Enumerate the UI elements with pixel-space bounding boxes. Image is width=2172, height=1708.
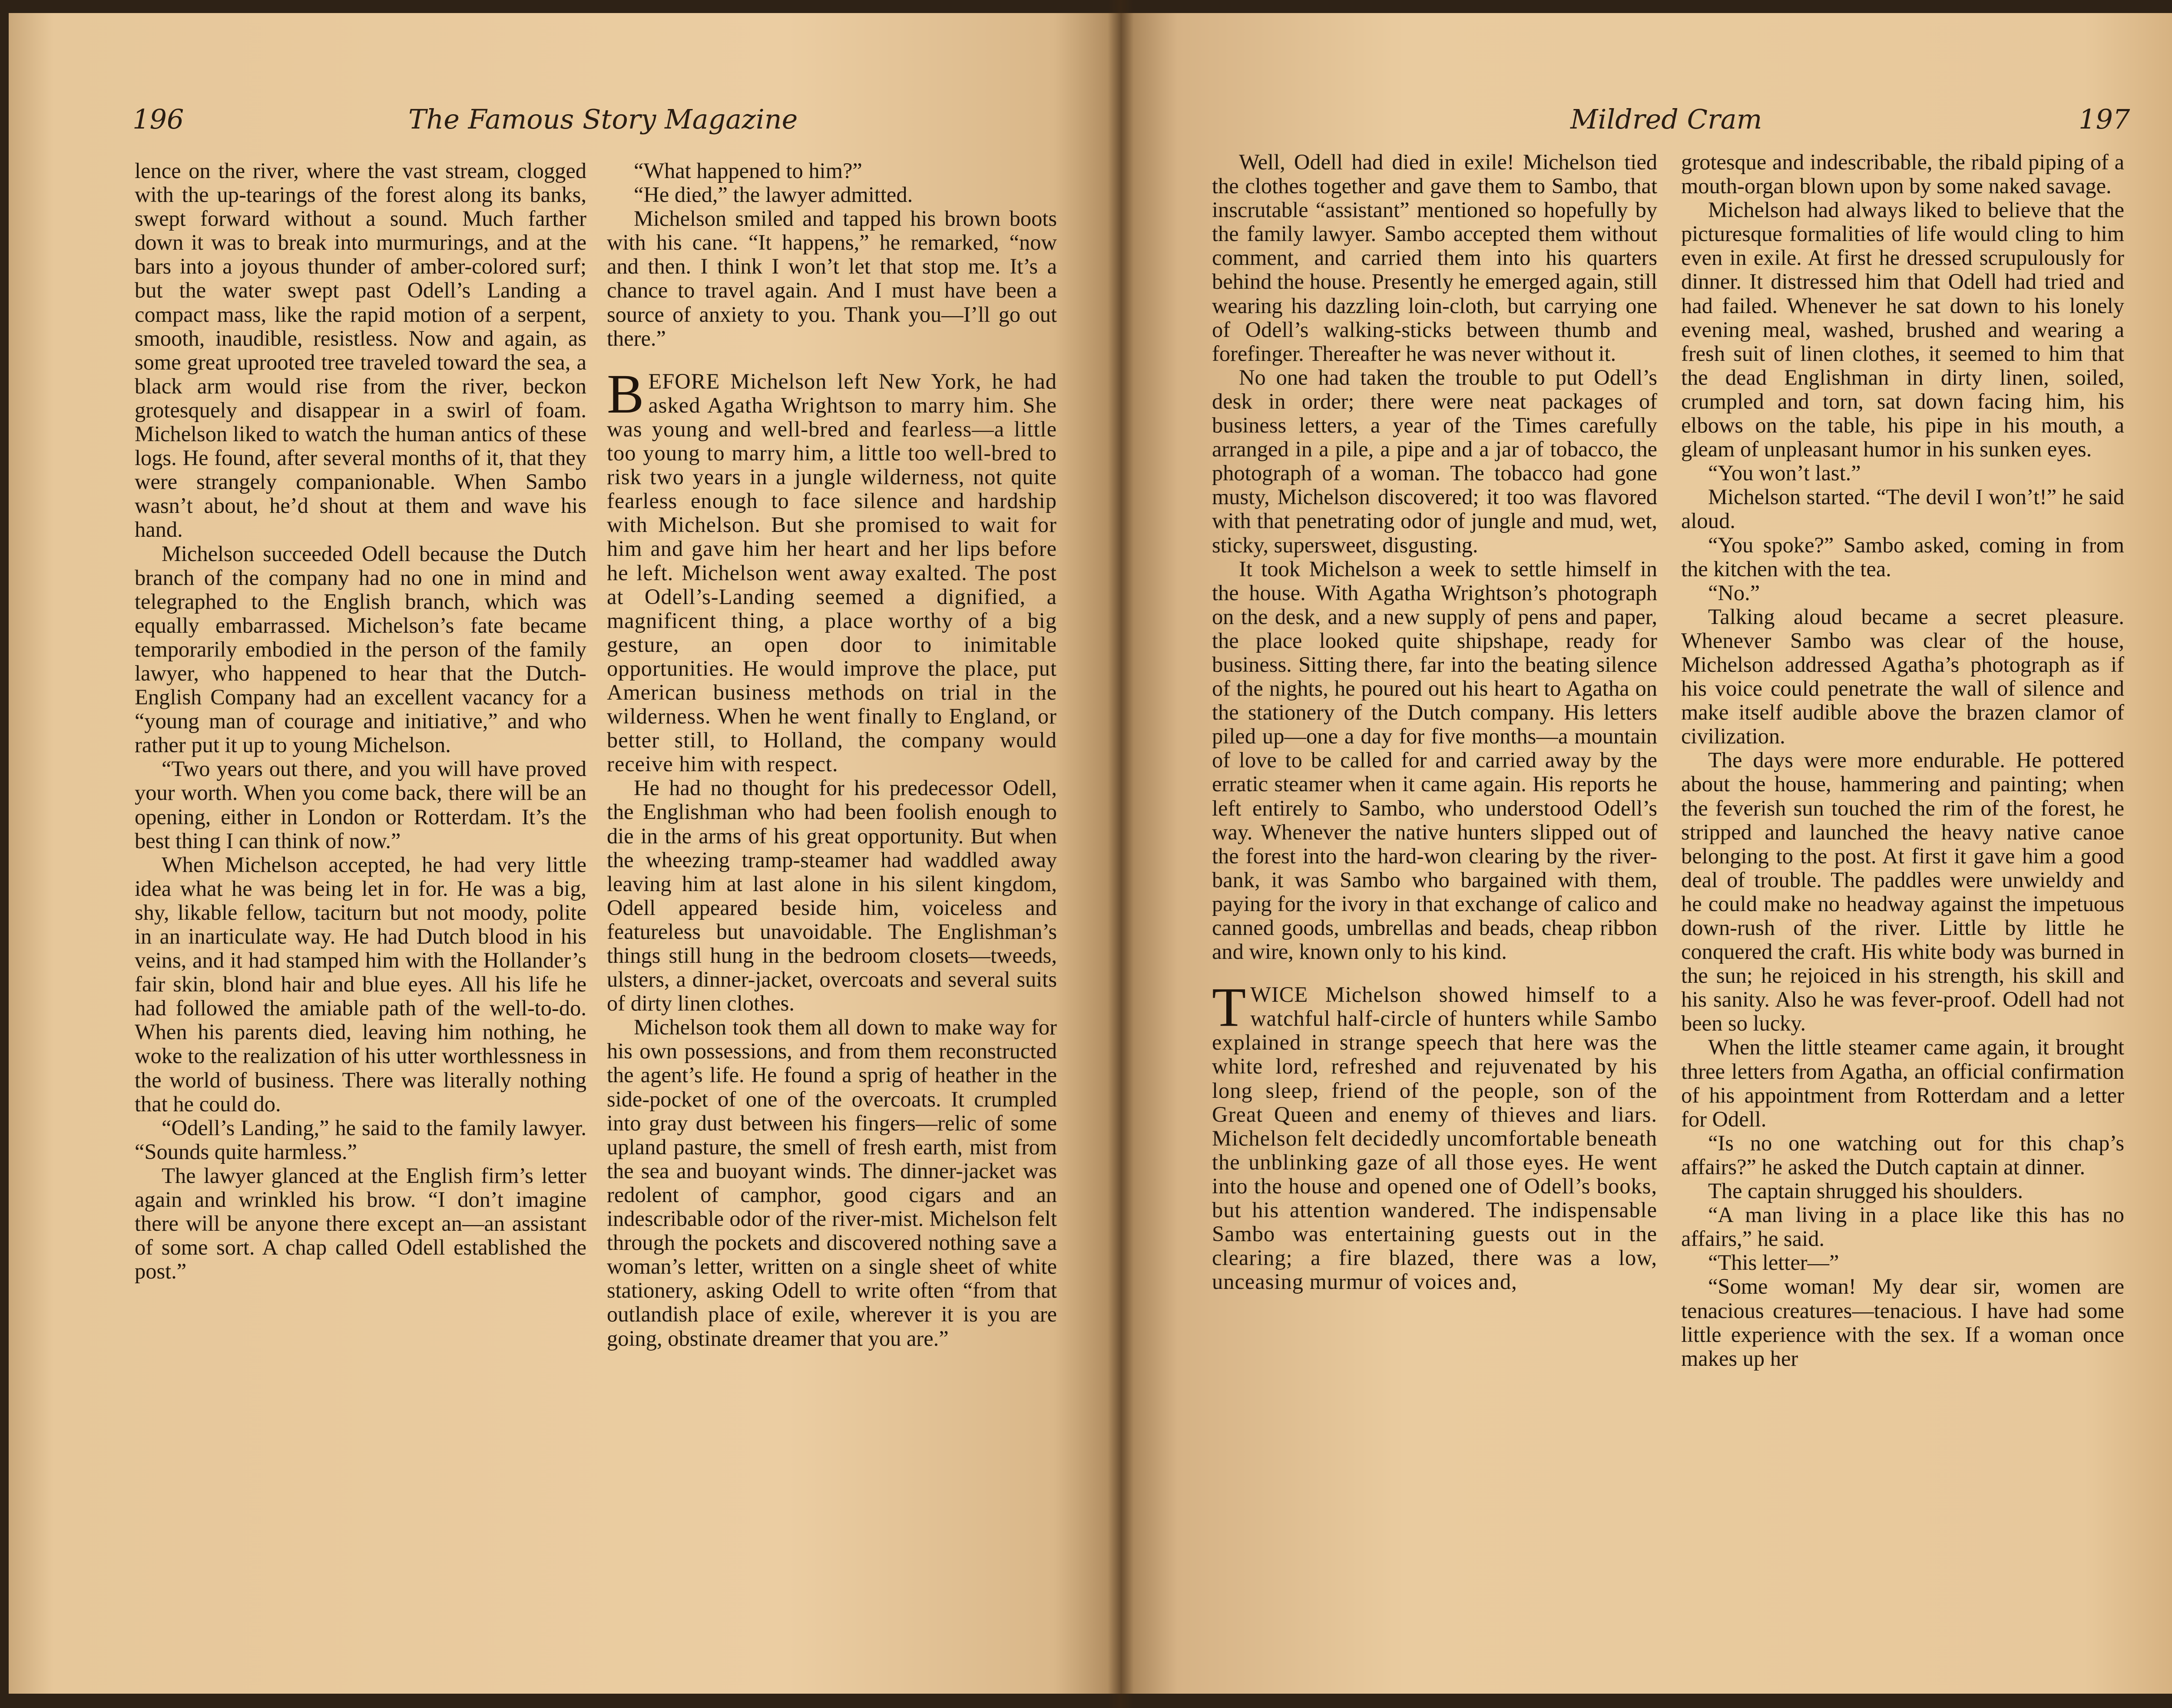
paragraph: Michelson had always liked to believe that the picturesque formalities of life would cling to him even in exile. At first he dressed scrupulously for dinner. It distressed him that Odell had tried and had failed. Whenever he sat down to his lonely evening meal, washed, brushed and wearing a fresh suit of linen clothes, it seemed to him that the dead Englishman in dirty linen, soiled, crumpled and torn, sat down facing him, his elbows on the table, his pipe in his mouth, a gleam of unpleasant humor in his sunken eyes. — [1681, 198, 2124, 462]
section-opening-paragraph — [1212, 976, 1657, 1294]
paragraph: When the little steamer came again, it brought three letters from Agatha, an official confirmation of his appointment from Rotterdam and a letter for Odell. — [1681, 1035, 2124, 1131]
paragraph: “He died,” the lawyer admitted. — [634, 182, 913, 207]
paragraph: He had no thought for his predecessor Odell, the Englishman who had been foolish enough to die in the arms of his great opportunity. But when the wheezing tramp-steamer had waddled away leaving him at last alone in his silent kingdom, Odell appeared beside him, voiceless and featureless but unavoidable. The Englishman’s things still hung in the bedroom closets—tweeds, ulsters, a dinner-jacket, overcoats and several suits of dirty linen clothes. — [607, 776, 1057, 1016]
paragraph: The captain shrugged his shoulders. — [1708, 1179, 2023, 1203]
right-page — [1121, 13, 2172, 1694]
right-column-1-text — [1212, 150, 1657, 964]
left-column-2 — [607, 159, 1057, 1351]
section-opening-paragraph — [607, 363, 1057, 776]
left-page — [9, 13, 1121, 1694]
right-page-header — [1121, 96, 2172, 143]
section-break — [1212, 964, 1657, 983]
paragraph: “Two years out there, and you will have proved your worth. When you come back, there will be an opening, either in London or Rotterdam. It’s the best thing I can think of now.” — [135, 757, 586, 853]
book-gutter — [1108, 0, 1134, 1708]
paragraph: “You won’t last.” — [1708, 461, 1861, 486]
section-opening-text: WICE Michelson showed himself to a watchful half-circle of hunters while Sambo explained in strange speech that here was the white lord, refreshed and rejuvenated by his long sleep, friend of the people, son of the Great Queen and enemy of thieves and liars. Michelson felt decidedly uncomfortable beneath the unblinking gaze of all those eyes. He went into the house and opened one of Odell’s books, but his attention wandered. The indispensable Sambo was entertaining guests out in the clearing; a fire blazed, there was a low, unceasing murmur of voices and, — [1212, 982, 1657, 1294]
page-number-right: 197 — [2079, 103, 2130, 135]
paragraph: Michelson smiled and tapped his brown boots with his cane. “It happens,” he remarked, “now and then. I think I won’t let that stop me. It’s a chance to travel again. And I must have been a source of anxiety to you. Thank you—I’ll go out there.” — [607, 206, 1057, 350]
left-page-header — [9, 96, 1121, 143]
section-break — [607, 350, 1057, 370]
paragraph: “What happened to him?” — [634, 159, 862, 183]
paragraph: Talking aloud became a secret pleasure. Whenever Sambo was clear of the house, Michelson addressed Agatha’s photograph as if his voice could penetrate the wall of silence and make itself audible above the brazen clamor of civilization. — [1681, 604, 2124, 749]
paragraph: “This letter—” — [1708, 1250, 1839, 1275]
page-number-left: 196 — [132, 103, 184, 135]
left-column-1 — [135, 159, 586, 1283]
paragraph: “Some woman! My dear sir, women are tenacious creatures—tenacious. I have had some little experience with the sex. If a woman once makes up her — [1681, 1274, 2124, 1371]
drop-cap-t: T — [1212, 976, 1246, 1038]
paragraph: “Is no one watching out for this chap’s affairs?” he asked the Dutch captain at dinner. — [1681, 1130, 2124, 1179]
left-column-2-dialogue — [607, 159, 1057, 350]
paragraph: No one had taken the trouble to put Odell’s desk in order; there were neat packages of business letters, a year of the Times carefully arranged in a pile, a pipe and a jar of tobacco, the photograph of a woman. The tobacco had gone musty, Michelson discovered; it too was flavored with that penetrating odor of jungle and mud, wet, sticky, supersweet, disgusting. — [1212, 365, 1657, 557]
paragraph: The lawyer glanced at the English firm’s letter again and wrinkled his brow. “I don’t imagine there will be anyone there except an—an assistant of some sort. A chap called Odell established the post.” — [135, 1163, 586, 1284]
section-opening-text: EFORE Michelson left New York, he had asked Agatha Wrightson to marry him. She was young and well-bred and fearless—a little too young to marry him, a little too well-bred to risk two years in a jungle wilderness, not quite fearless enough to face silence and hardship with Michelson. But she promised to wait for him and gave him her heart and her lips before he left. Michelson went away exalted. The post at Odell’s-Landing seemed a dignified, a magnificent thing, a place worthy of a big gesture, an open door to inimitable opportunities. He would improve the place, put American business methods on trial in the wilderness. When he went finally to England, or better still, to Holland, the company would receive him with respect. — [607, 369, 1057, 776]
paragraph: “A man living in a place like this has no affairs,” he said. — [1681, 1203, 2124, 1251]
paragraph: Well, Odell had died in exile! Michelson tied the clothes together and gave them to Sambo, that inscrutable “assistant” mentioned so hopefully by the family lawyer. Sambo accepted them without comment, and carried them into his quarters behind the house. Presently he emerged again, still wearing his dazzling loin-cloth, but carrying one of Odell’s walking-sticks between thumb and forefinger. Thereafter he was never without it. — [1212, 150, 1657, 366]
left-column-2-continuation — [607, 776, 1057, 1350]
running-head-left: The Famous Story Magazine — [408, 103, 798, 135]
right-column-2 — [1681, 150, 2124, 1371]
right-column-1 — [1212, 150, 1657, 1294]
paragraph: Michelson took them all down to make way for his own possessions, and from them reconstructed the agent’s life. He found a sprig of heather in the side-pocket of one of the overcoats. It crumpled into gray dust between his fingers—relic of some upland pasture, the smell of fresh earth, mist from the sea and buoyant winds. The dinner-jacket was redolent of camphor, good cigars and an indescribable odor of the river-mist. Michelson felt through the pockets and discovered nothing save a woman’s letter, written on a single sheet of white stationery, asking Odell to write often “from that outlandish place of exile, wherever it is you are going, obstinate dreamer that you are.” — [607, 1015, 1057, 1351]
paragraph: lence on the river, where the vast stream, clogged with the up-tearings of the forest along its banks, swept forward without a sound. Much farther down it was to break into murmurings, and at the bars into a joyous thunder of amber-colored surf; but the water swept past Odell’s Landing a compact mass, like the rapid motion of a serpent, smooth, inaudible, resistless. Now and again, as some great uprooted tree traveled toward the sea, a black arm would rise from the river, beckon grotesquely and disappear in a swirl of foam. Michelson liked to watch the human antics of these logs. He found, after several months of it, that they were strangely companionable. When Sambo wasn’t about, he’d shout at them and wave his hand. — [135, 159, 586, 542]
drop-cap-b: B — [607, 363, 644, 425]
paragraph: Michelson started. “The devil I won’t!” he said aloud. — [1681, 485, 2124, 533]
paragraph: When Michelson accepted, he had very little idea what he was being let in for. He was a big, shy, likable fellow, taciturn but not moody, polite in an inarticulate way. He had Dutch blood in his veins, and it had stamped him with the Hollander’s fair skin, blond hair and blue eyes. All his life he had followed the amiable path of the well-to-do. When his parents died, leaving him nothing, he woke to the realization of his utter worthlessness in the world of business. There was literally nothing that he could do. — [135, 852, 586, 1116]
paragraph: “No.” — [1708, 580, 1760, 605]
running-head-right: Mildred Cram — [1570, 103, 1762, 135]
paragraph: The days were more endurable. He pottered about the house, hammering and painting; when the feverish sun touched the rim of the forest, he stripped and launched the heavy native canoe belonging to the post. At first it gave him a good deal of trouble. The paddles were unwieldy and he could make no headway against the impetuous down-rush of the river. Little by little he conquered the craft. His white body was burned in the sun; he rejoiced in his strength, his skill and his sanity. Also he was fever-proof. Odell had not been so lucky. — [1681, 748, 2124, 1036]
paragraph: “You spoke?” Sambo asked, coming in from the kitchen with the tea. — [1681, 532, 2124, 581]
paragraph: “Odell’s Landing,” he said to the family lawyer. “Sounds quite harmless.” — [135, 1115, 586, 1164]
paragraph: grotesque and indescribable, the ribald piping of a mouth-organ blown upon by some naked savage. — [1681, 150, 2124, 198]
paragraph: It took Michelson a week to settle himself in the house. With Agatha Wrightson’s photograph on the desk, and a new supply of pens and paper, the place looked quite shipshape, ready for business. Sitting there, far into the beating silence of the nights, he poured out his heart to Agatha on the stationery of the Dutch company. His letters piled up—one a day for five months—a mountain of love to be called for and carried away by the erratic steamer when it came again. His reports he left entirely to Sambo, who understood Odell’s way. Whenever the native hunters slipped out of the forest into the hard-won clearing by the river-bank, it was Sambo who bargained with them, paying for the ivory in that exchange of calico and canned goods, umbrellas and beads, cheap ribbon and wire, known only to his kind. — [1212, 556, 1657, 964]
paragraph: Michelson succeeded Odell because the Dutch branch of the company had no one in mind and telegraphed to the English branch, which was equally embarrassed. Michelson’s fate became temporarily embodied in the person of the family lawyer, who happened to hear that the Dutch-English Company had an excellent vacancy for a “young man of courage and initiative,” and who rather put it up to young Michelson. — [135, 541, 586, 757]
